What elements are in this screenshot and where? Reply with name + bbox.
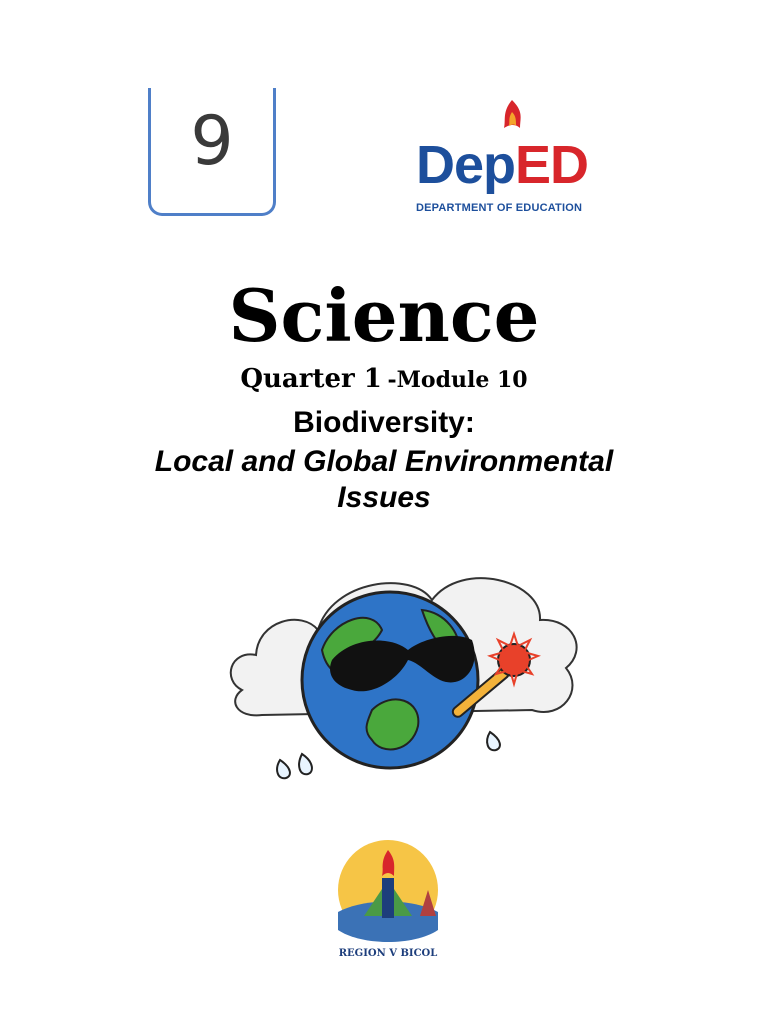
grade-badge bbox=[148, 88, 276, 216]
earth-with-sunglasses-icon bbox=[222, 540, 592, 790]
deped-tagline: DEPARTMENT OF EDUCATION bbox=[416, 202, 583, 214]
region-seal bbox=[324, 820, 452, 968]
quarter-label: Quarter 1 bbox=[240, 364, 382, 394]
grade-number: 9 bbox=[190, 102, 234, 181]
subtitle-line-1: Local and Global Environmental bbox=[154, 445, 614, 478]
subtitle bbox=[120, 444, 648, 516]
deped-region-seal-icon bbox=[324, 820, 452, 948]
deped-wordmark: DepED bbox=[416, 135, 589, 195]
module-label: -Module 10 bbox=[387, 367, 528, 393]
subtitle-line-2: Issues bbox=[337, 481, 431, 514]
page-title: Science bbox=[228, 273, 540, 358]
deped-logo bbox=[416, 98, 626, 218]
seal-region-label: REGION V BICOL bbox=[338, 948, 438, 959]
quarter-module bbox=[0, 366, 768, 392]
topic-heading: Biodiversity: bbox=[293, 406, 475, 439]
